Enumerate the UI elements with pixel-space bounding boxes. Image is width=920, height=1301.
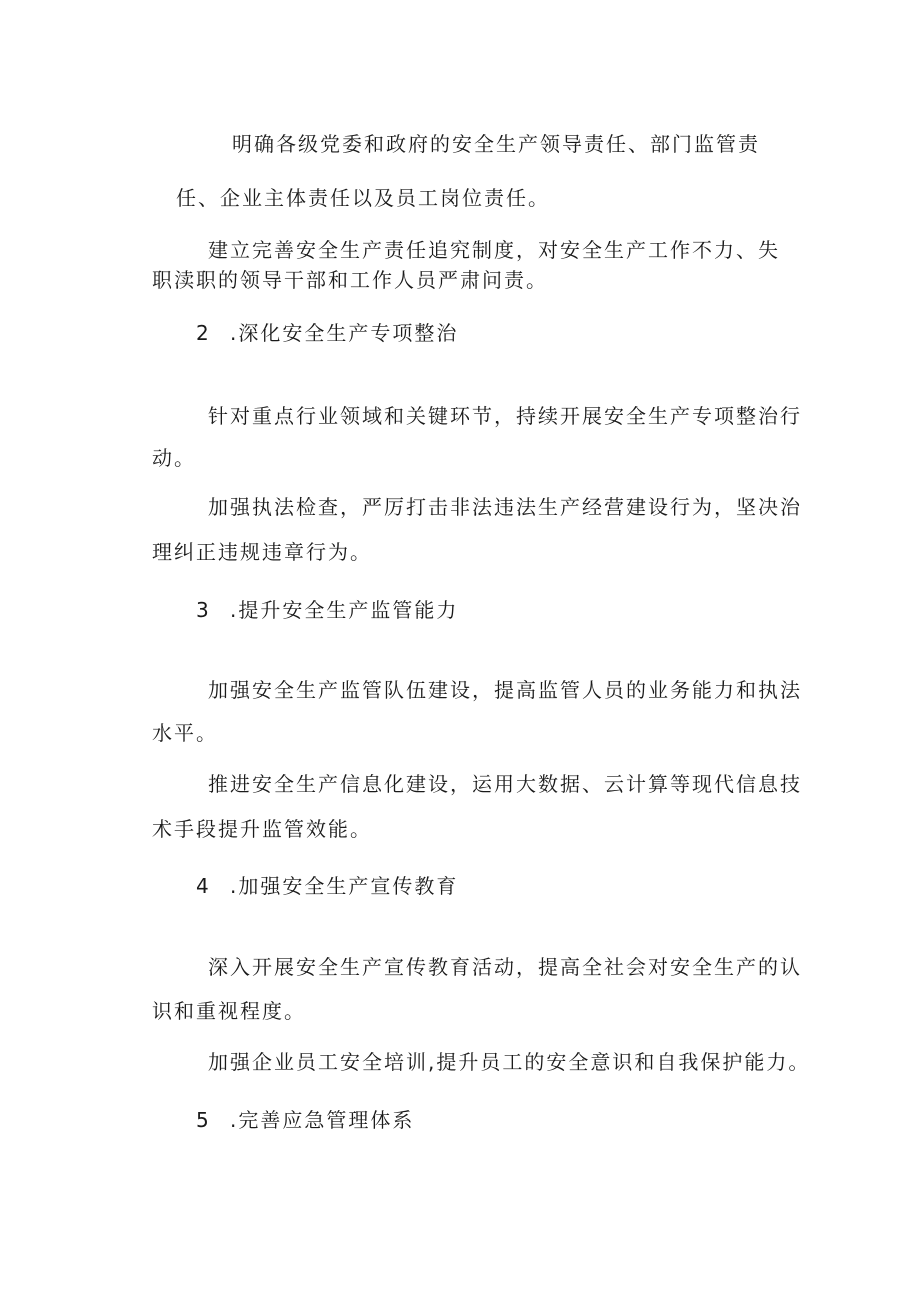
section-heading: [196, 597, 458, 623]
paragraph-line: 针对重点行业领域和关键环节，持续开展安全生产专项整治行: [208, 404, 802, 428]
paragraph-line: 术手段提升监管效能。: [152, 817, 372, 841]
section-heading: [196, 320, 458, 346]
section-heading: [196, 873, 458, 899]
section-number: 2: [196, 321, 209, 345]
section-title: .完善应急管理体系: [230, 1108, 415, 1132]
section-number: 4: [196, 874, 209, 898]
paragraph-line: 深入开展安全生产宣传教育活动，提高全社会对安全生产的认: [208, 955, 802, 979]
section-number: 5: [196, 1108, 209, 1132]
paragraph-line: 建立完善安全生产责任追究制度，对安全生产工作不力、失: [208, 238, 780, 262]
paragraph-line: 水平。: [152, 721, 218, 745]
paragraph-line: 动。: [152, 446, 196, 470]
section-number: 3: [196, 598, 209, 622]
paragraph-line: 推进安全生产信息化建设，运用大数据、云计算等现代信息技: [208, 772, 802, 796]
paragraph-line: 职渎职的领导干部和工作人员严肃问责。: [152, 268, 548, 292]
paragraph-line: 理纠正违规违章行为。: [152, 540, 372, 564]
section-title: .提升安全生产监管能力: [230, 598, 459, 622]
paragraph-line: 加强执法检查，严厉打击非法违法生产经营建设行为，坚决治: [208, 495, 802, 519]
paragraph-line: 加强安全生产监管队伍建设，提高监管人员的业务能力和执法: [208, 678, 802, 702]
paragraph-line: 加强企业员工安全培训,提升员工的安全意识和自我保护能力。: [208, 1050, 811, 1074]
paragraph-line: 识和重视程度。: [152, 999, 306, 1023]
section-heading: [196, 1107, 414, 1133]
section-title: .深化安全生产专项整治: [230, 321, 459, 345]
paragraph-line: 任、企业主体责任以及员工岗位责任。: [176, 186, 550, 210]
section-title: .加强安全生产宣传教育: [230, 874, 459, 898]
paragraph-line: 明确各级党委和政府的安全生产领导责任、部门监管责: [232, 132, 760, 156]
